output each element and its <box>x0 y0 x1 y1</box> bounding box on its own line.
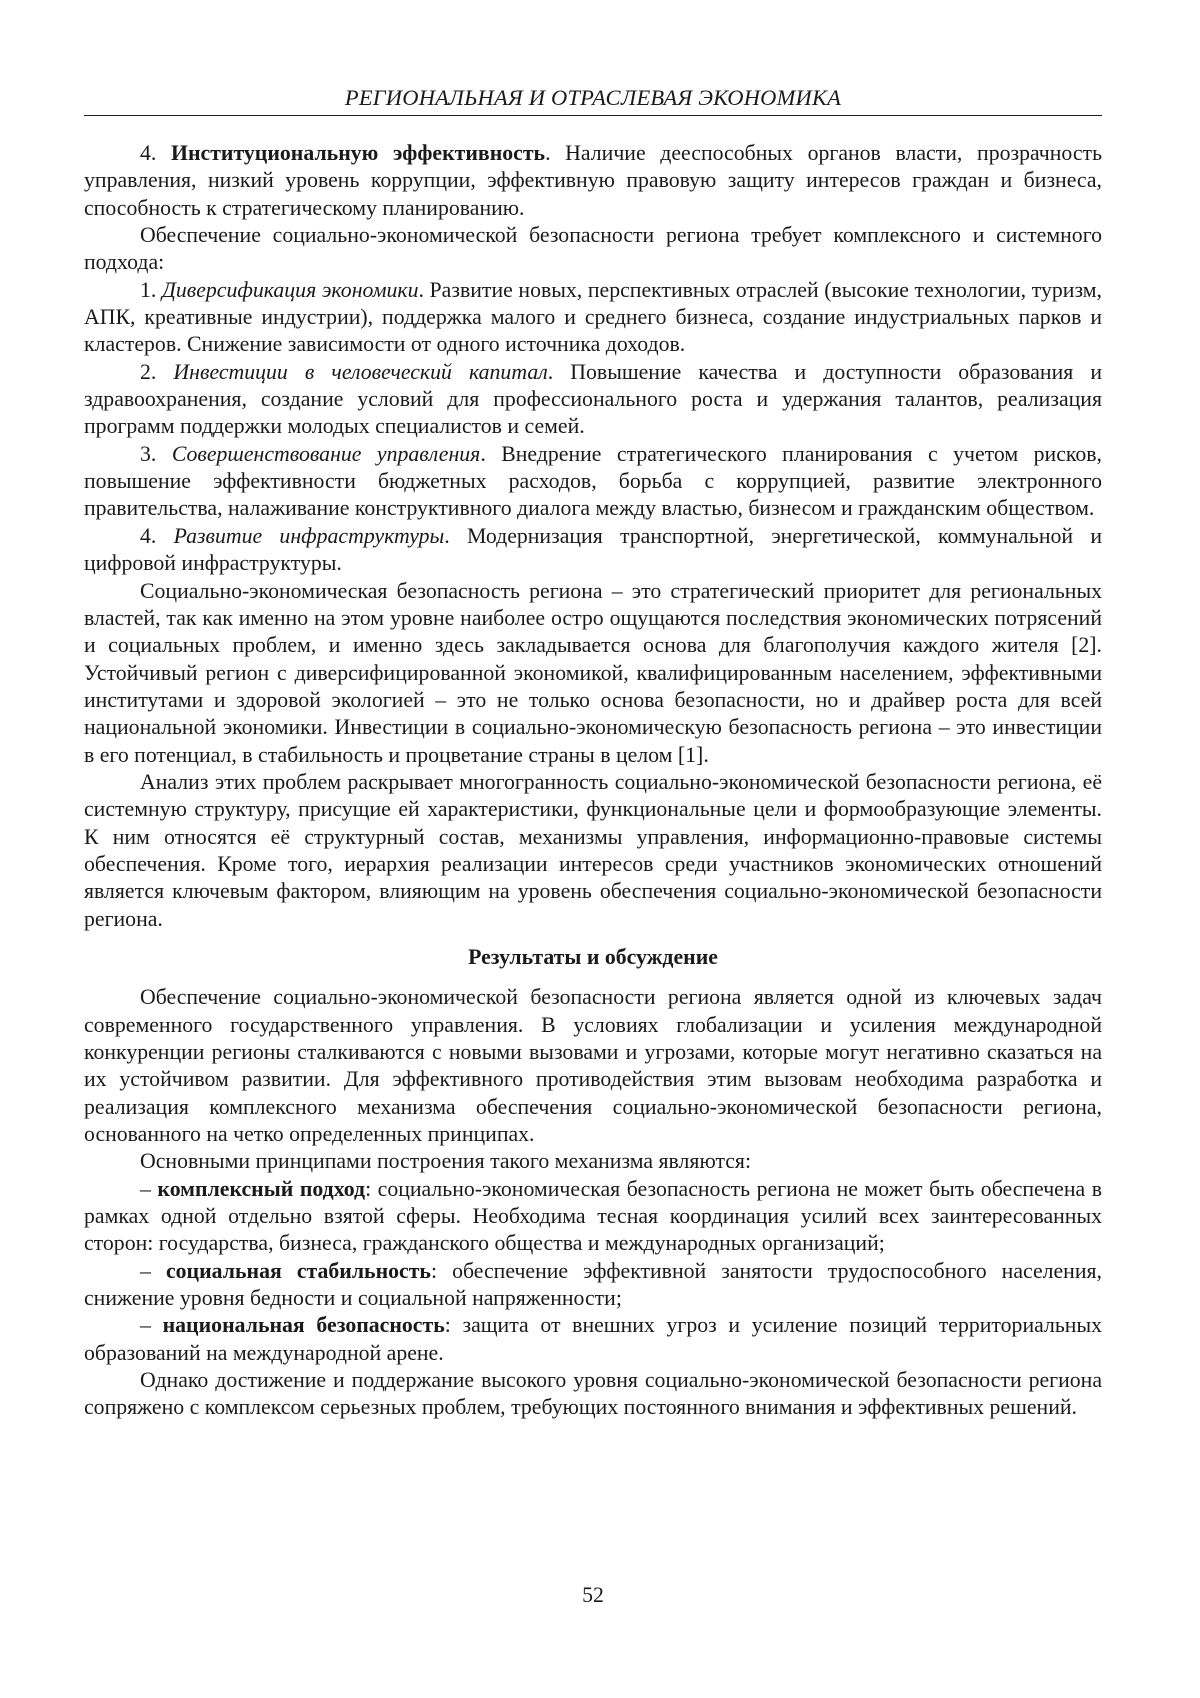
list-item-governance: 3. Совершенствование управления. Внедрение стратегического планирования с учетом рисков, повышение эффективности бюджетных расходов, борьба с коррупцией, развитие электронного правительства, налаживание конструктивного диалога между властью, бизнесом и гражданским обществом. <box>84 441 1102 521</box>
italic-term: Инвестиции в человеческий капитал <box>173 359 548 384</box>
bold-term: Институциональную эффективность <box>171 141 546 165</box>
bold-term: социальная стабильность <box>165 1258 431 1283</box>
page-number: 52 <box>582 1583 604 1607</box>
list-item-comprehensive-approach: – комплексный подход: социально-экономическая безопасность региона не может быть обеспечена в рамках одной отдельно взятой сферы. Необходима тесная координация усилий всех заинтересованных сторон: государства, бизнеса, гражданского общества и международных организаций; <box>84 1176 1102 1256</box>
running-header: РЕГИОНАЛЬНАЯ И ОТРАСЛЕВАЯ ЭКОНОМИКА <box>344 85 842 110</box>
list-item-social-stability: – социальная стабильность: обеспечение эффективной занятости трудоспособного населения, снижение уровня бедности и социальной напряженности; <box>84 1258 1102 1311</box>
bold-term: национальная безопасность <box>162 1313 445 1338</box>
list-item-infrastructure: 4. Развитие инфраструктуры. Модернизация транспортной, энергетической, коммунальной и цифровой инфраструктуры. <box>84 523 1103 576</box>
section-heading: Результаты и обсуждение <box>468 944 718 969</box>
paragraph-institutional-efficiency: 4. Институциональную эффективность. Наличие дееспособных органов власти, прозрачность управления, низкий уровень коррупции, эффективную правовую защиту интересов граждан и бизнеса, способность к стратегическому планированию. <box>84 141 1103 220</box>
paragraph: Однако достижение и поддержание высокого уровня социально-экономической безопасности региона сопряжено с комплексом серьезных проблем, требующих постоянного внимания и эффективных решений. <box>84 1368 1102 1420</box>
paragraph: Основными принципами построения такого механизма являются: <box>140 1149 752 1174</box>
italic-term: Совершенствование управления <box>171 441 481 466</box>
header-rule <box>84 115 1102 116</box>
list-item-human-capital: 2. Инвестиции в человеческий капитал. Повышение качества и доступности образования и здравоохранения, создание условий для профессионального роста и удержания талантов, реализация программ поддержки молодых специалистов и семей. <box>84 359 1103 439</box>
paragraph: Обеспечение социально-экономической безопасности региона требует комплексного и системного подхода: <box>84 223 1102 275</box>
bold-term: комплексный подход <box>157 1176 366 1201</box>
paragraph: Обеспечение социально-экономической безопасности региона является одной из ключевых задач современного государственного управления. В условиях глобализации и усиления международной конкуренции регионы сталкиваются с новыми вызовами и угрозами, которые могут негативно сказаться на их устойчивом развитии. Для эффективного противодействия этим вызовам необходима разработка и реализация комплексного механизма обеспечения социально-экономической безопасности региона, основанного на четко определенных принципах. <box>84 985 1102 1147</box>
body-text <box>84 140 1102 1422</box>
italic-term: Развитие инфраструктуры <box>173 523 445 548</box>
document-page <box>84 0 1102 1698</box>
paragraph: Социально-экономическая безопасность региона – это стратегический приоритет для региональных властей, так как именно на этом уровне наиболее остро ощущаются последствия экономических потрясений и социальных проблем, и именно здесь закладывается основа для благополучия каждого жителя [2]. Устойчивый регион с диверсифицированной экономикой, квалифицированным населением, эффективными институтами и здоровой экологией – это не только основа безопасности, но и драйвер роста для всей национальной экономики. Инвестиции в социально-экономическую безопасность региона – это инвестиции в его потенциал, в стабильность и процветание страны в целом [1]. <box>84 578 1102 767</box>
paragraph: Анализ этих проблем раскрывает многогранность социально-экономической безопасности региона, её системную структуру, присущие ей характеристики, функциональные цели и формообразующие элементы. К ним относятся её структурный состав, механизмы управления, информационно-правовые системы обеспечения. Кроме того, иерархия реализации интересов среди участников экономических отношений является ключевым фактором, влияющим на уровень обеспечения социально-экономической безопасности региона. <box>84 769 1102 931</box>
italic-term: Диверсификация экономики <box>161 277 419 302</box>
list-item-diversification: 1. Диверсификация экономики. Развитие новых, перспективных отраслей (высокие технологии, туризм, АПК, креативные индустрии), поддержка малого и среднего бизнеса, создание индустриальных парков и кластеров. Снижение зависимости от одного источника доходов. <box>84 277 1102 357</box>
list-item-national-security: – национальная безопасность: защита от внешних угроз и усиление позиций территориальных образований на международной арене. <box>84 1313 1102 1365</box>
